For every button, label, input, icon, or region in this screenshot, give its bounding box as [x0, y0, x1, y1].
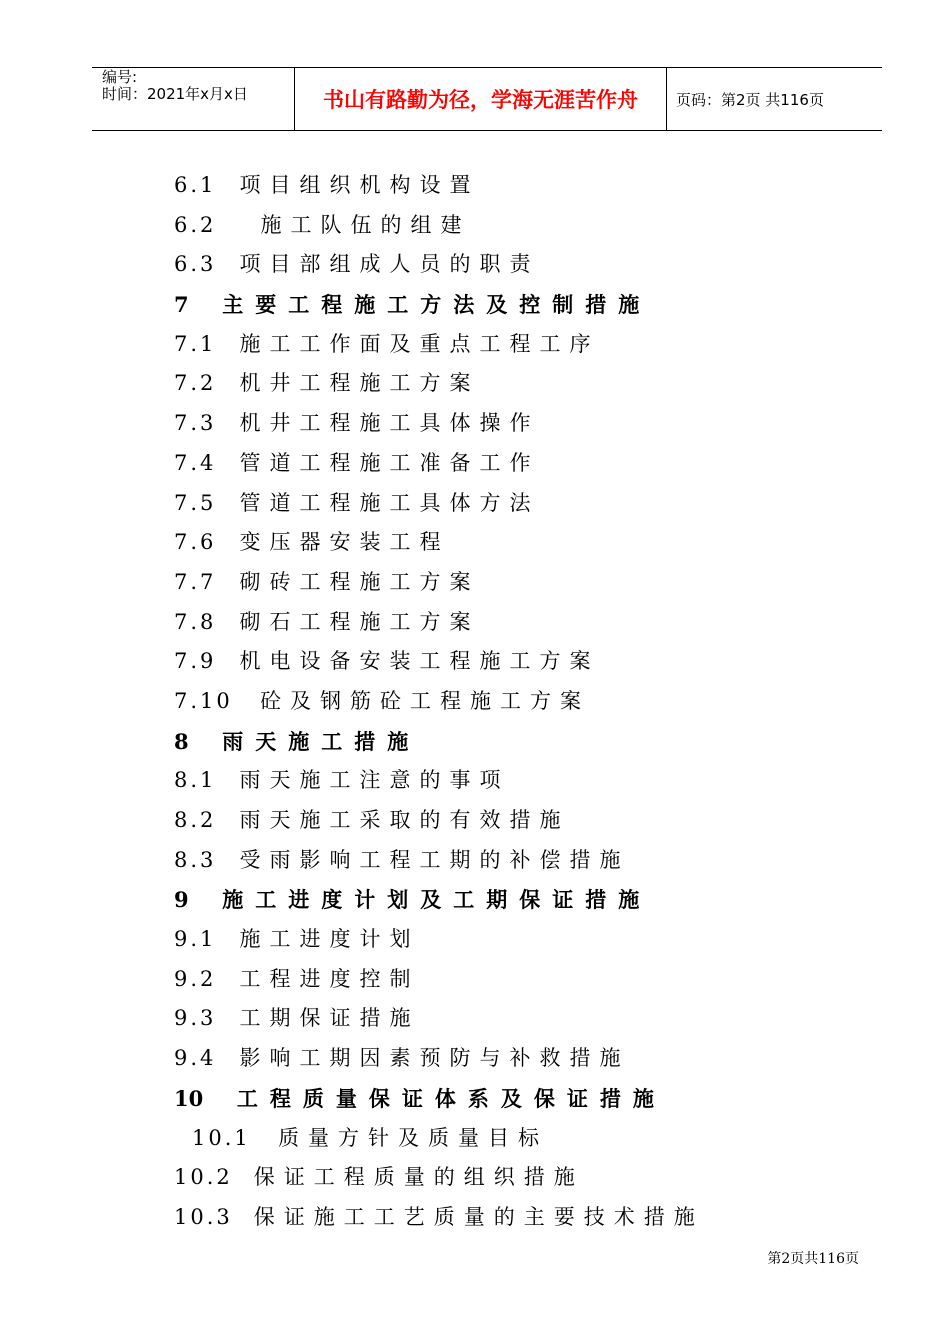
toc-title: 主要工程施工方法及控制措施: [222, 292, 652, 318]
toc-number: 7.8: [174, 609, 217, 634]
toc-number: 7: [174, 292, 189, 318]
toc-entry: [174, 920, 874, 960]
toc-number: 9.4: [174, 1046, 217, 1071]
page-header: [92, 67, 882, 131]
toc-number: 8.3: [174, 847, 217, 872]
toc-entry: [174, 325, 874, 365]
toc-number: 8.2: [174, 808, 217, 832]
toc-title: 砼及钢筋砼工程施工方案: [260, 688, 591, 713]
footer-page-number: 第2页共116页: [767, 1251, 859, 1267]
header-page-number: 页码：第2页 共116页: [676, 90, 824, 109]
toc-title: 保证工程质量的组织措施: [253, 1165, 584, 1190]
toc-title: 施工进度计划: [239, 927, 420, 952]
toc-title: 机井工程施工具体操作: [239, 411, 540, 436]
toc-number: 10: [174, 1085, 204, 1111]
toc-entry: [174, 245, 874, 285]
toc-section-heading: [174, 285, 874, 325]
toc-number: 10.1: [192, 1125, 251, 1150]
toc-title: 雨天施工采取的有效措施: [239, 808, 570, 832]
toc-title: 项目组织机构设置: [239, 173, 480, 197]
toc-entry: [174, 603, 874, 643]
table-of-contents: [174, 166, 874, 1238]
toc-title: 机井工程施工方案: [239, 371, 480, 396]
toc-entry: [174, 801, 874, 841]
toc-entry: [174, 1119, 874, 1159]
toc-entry: [174, 166, 874, 206]
toc-number: 7.2: [174, 371, 217, 396]
toc-number: 7.4: [174, 450, 217, 475]
toc-number: 10.2: [174, 1165, 233, 1190]
toc-title: 管道工程施工准备工作: [239, 450, 540, 475]
toc-entry: [174, 206, 874, 246]
toc-entry: [174, 444, 874, 484]
header-left-cell: [92, 68, 294, 130]
toc-title: 工期保证措施: [239, 1006, 420, 1031]
toc-title: 受雨影响工程工期的补偿措施: [239, 847, 630, 872]
toc-number: 7.7: [174, 569, 217, 594]
toc-section-heading: [174, 722, 874, 762]
toc-number: 9: [174, 887, 189, 913]
toc-number: 7.3: [174, 411, 217, 436]
header-motto: 书山有路勤为径，学海无涯苦作舟: [294, 68, 667, 130]
toc-section-heading: [174, 880, 874, 920]
toc-title: 影响工期因素预防与补救措施: [239, 1046, 630, 1071]
toc-number: 7.10: [174, 688, 233, 713]
toc-number: 7.1: [174, 331, 217, 356]
toc-entry: [174, 404, 874, 444]
toc-number: 7.9: [174, 649, 217, 674]
toc-entry: [174, 682, 874, 722]
toc-title: 质量方针及质量目标: [278, 1125, 549, 1150]
toc-entry: [174, 1158, 874, 1198]
toc-title: 工程质量保证体系及保证措施: [236, 1085, 666, 1111]
toc-entry: [174, 523, 874, 563]
code-label: 编号:: [102, 68, 138, 86]
toc-title: 机电设备安装工程施工方案: [239, 649, 600, 674]
toc-title: 砌石工程施工方案: [239, 609, 480, 634]
toc-number: 10.3: [174, 1204, 233, 1229]
toc-entry: [174, 364, 874, 404]
toc-entry: [174, 642, 874, 682]
toc-entry: [174, 841, 874, 881]
time-label: 时间：2021年x月x日: [102, 85, 248, 103]
toc-entry: [174, 563, 874, 603]
toc-title: 项目部组成人员的职责: [239, 252, 540, 277]
toc-number: 8: [174, 728, 189, 754]
toc-entry: [174, 484, 874, 524]
toc-title: 施工进度计划及工期保证措施: [222, 887, 652, 913]
toc-number: 6.3: [174, 252, 217, 277]
toc-entry: [174, 761, 874, 801]
toc-number: 9.1: [174, 927, 217, 952]
toc-section-heading: [174, 1079, 874, 1119]
toc-number: 6.1: [174, 173, 217, 197]
toc-number: 6.2: [174, 212, 217, 237]
toc-title: 管道工程施工具体方法: [239, 490, 540, 515]
toc-number: 9.2: [174, 966, 217, 991]
toc-entry: [174, 999, 874, 1039]
toc-title: 施工工作面及重点工程工序: [239, 331, 600, 356]
toc-title: 雨天施工措施: [222, 728, 421, 754]
toc-title: 工程进度控制: [239, 966, 420, 991]
toc-entry: [174, 960, 874, 1000]
toc-title: 保证施工工艺质量的主要技术措施: [253, 1204, 704, 1229]
toc-number: 7.5: [174, 490, 217, 515]
toc-number: 7.6: [174, 530, 217, 555]
toc-entry: [174, 1198, 874, 1238]
toc-title: 砌砖工程施工方案: [239, 569, 480, 594]
toc-title: 雨天施工注意的事项: [239, 768, 510, 793]
toc-number: 8.1: [174, 768, 217, 793]
toc-entry: [174, 1039, 874, 1079]
toc-title: 变压器安装工程: [239, 530, 450, 555]
toc-title: 施工队伍的组建: [260, 212, 471, 237]
toc-number: 9.3: [174, 1006, 217, 1031]
